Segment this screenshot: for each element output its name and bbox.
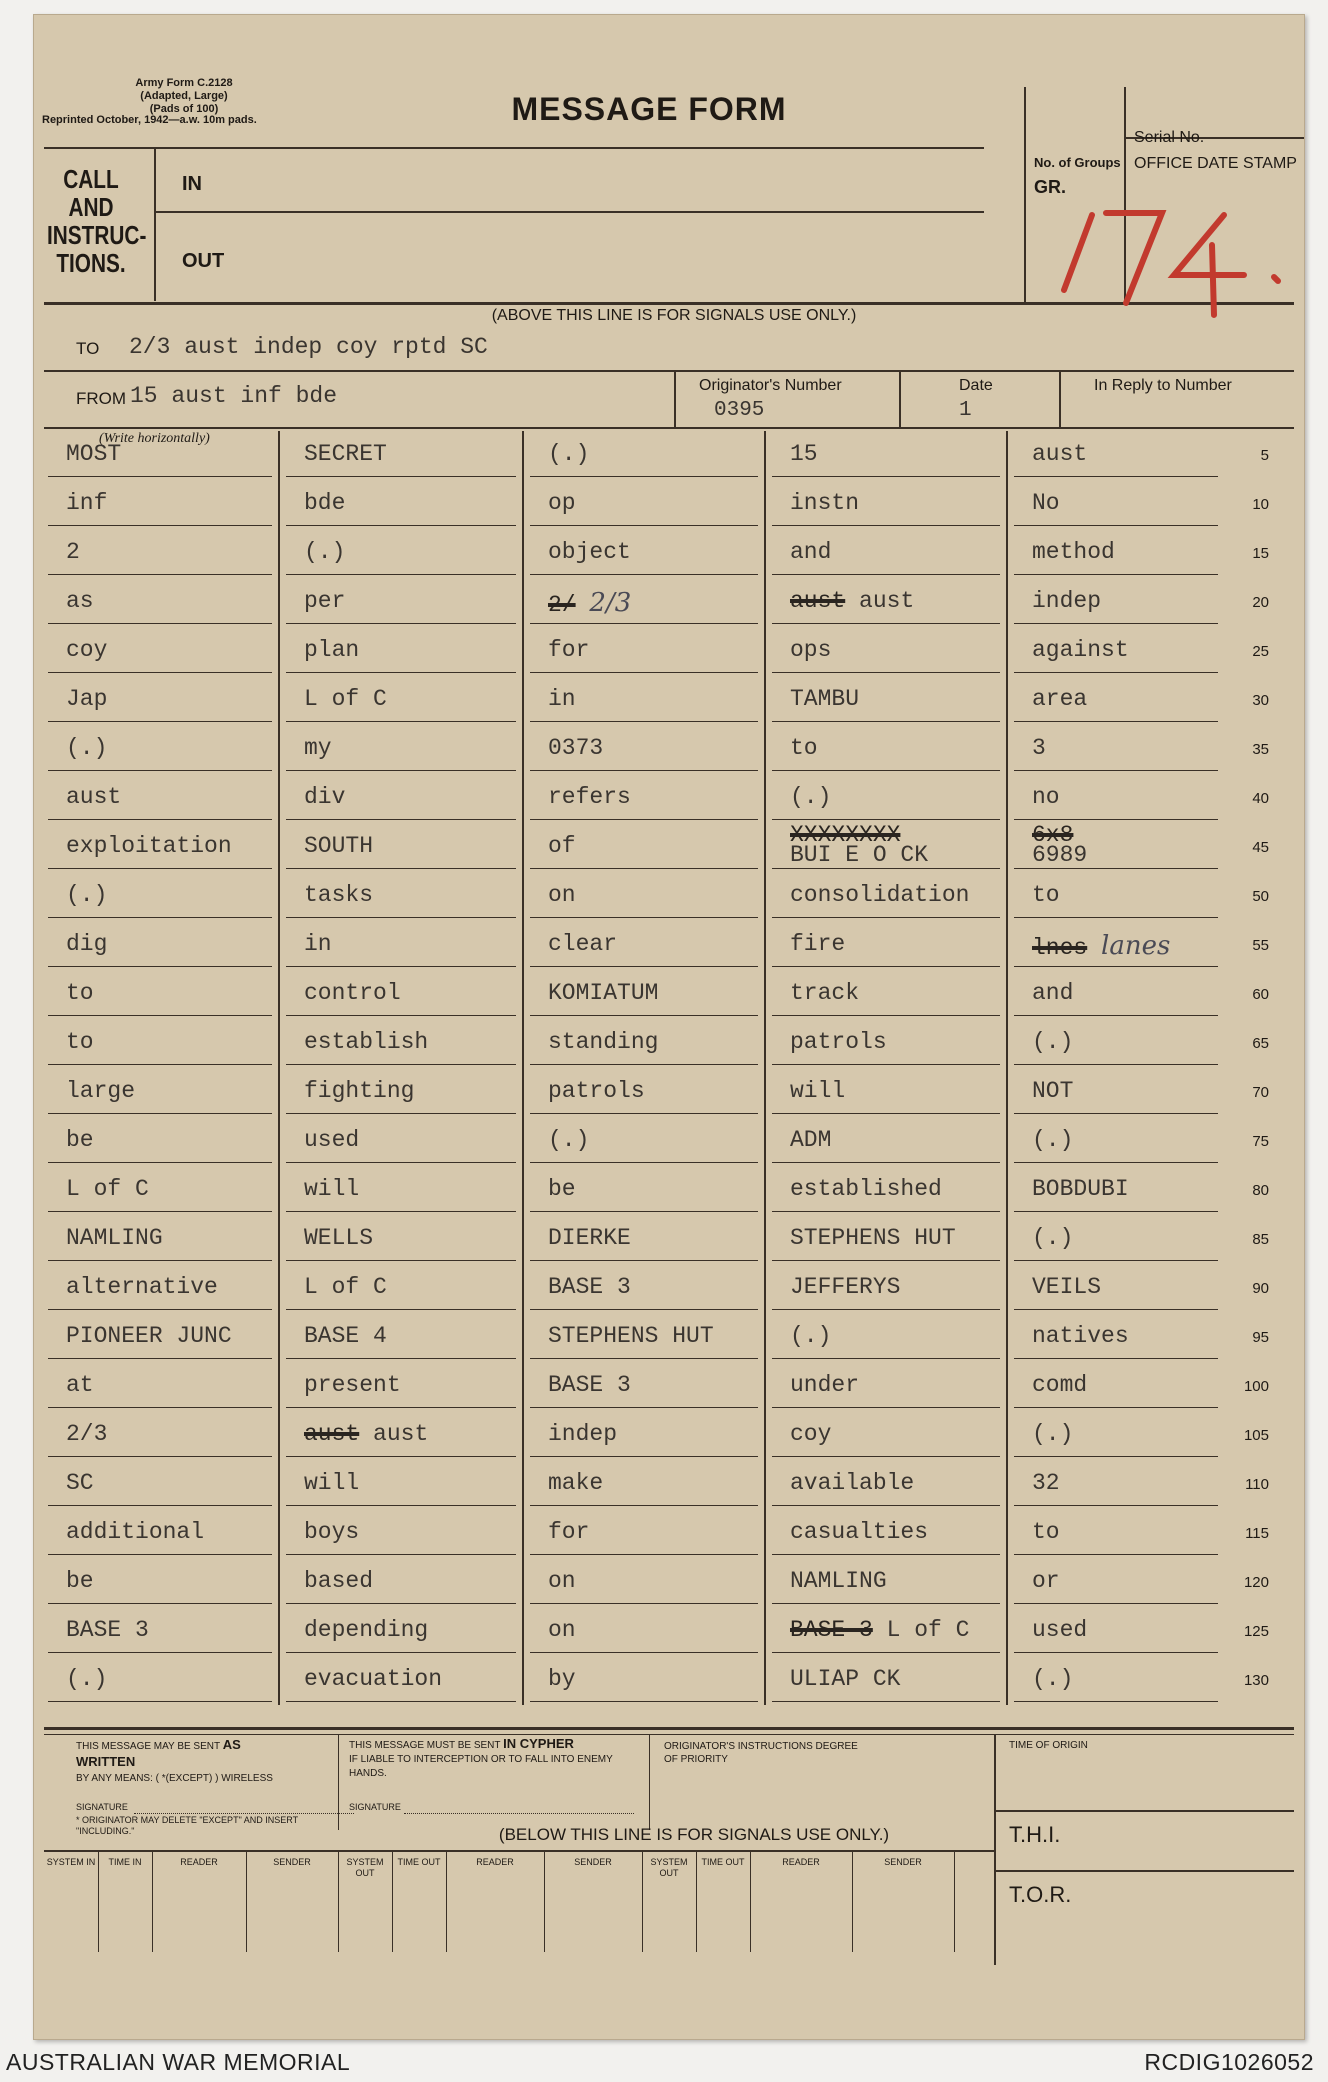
word-text: ops [790, 637, 832, 663]
as-written-note: THIS MESSAGE MAY BE SENT AS WRITTEN BY ANY MEANS: ( *(EXCEPT) ) WIRELESS [76, 1737, 273, 1784]
word-text: based [304, 1568, 374, 1594]
log-column-header: TIME OUT [701, 1857, 745, 1867]
word-text: L of C [304, 686, 387, 712]
word-count: 85 [1252, 1231, 1269, 1248]
word-text: casualties [790, 1519, 929, 1545]
word-text: DIERKE [548, 1225, 631, 1251]
originator-number-label: Originator's Number [699, 377, 842, 394]
word-text: (.) [548, 1127, 590, 1153]
word-count: 75 [1252, 1133, 1269, 1150]
log-column-header: SYSTEM OUT [346, 1857, 384, 1878]
office-date-stamp-label: OFFICE DATE STAMP [1134, 155, 1297, 172]
word-text: natives [1032, 1323, 1129, 1349]
struck-text: XXXXXXXX [790, 822, 901, 848]
word-text: plan [304, 637, 360, 663]
word-text: inf [66, 490, 108, 516]
log-column-header: SENDER [273, 1857, 311, 1867]
word-text: (.) [1032, 1666, 1074, 1692]
word-text: indep [1032, 588, 1102, 614]
word-text: in [304, 931, 332, 957]
word-text: L of C [886, 1617, 970, 1643]
word-text: STEPHENS HUT [790, 1225, 956, 1251]
word-text: establish [304, 1029, 429, 1055]
to-value: 2/3 aust indep coy rptd SC [129, 334, 488, 360]
word-text: (.) [66, 882, 108, 908]
word-text: object [548, 539, 631, 565]
word-text: aust [859, 588, 915, 614]
word-text: indep [548, 1421, 618, 1447]
word-text: NOT [1032, 1078, 1074, 1104]
word-text: BUI E O CK [790, 842, 929, 868]
word-text: to [66, 1029, 94, 1055]
word-text: TAMBU [790, 686, 860, 712]
log-column-header: READER [476, 1857, 514, 1867]
word-text: (.) [1032, 1029, 1074, 1055]
note-text: WIRELESS [221, 1773, 273, 1784]
note-text: IF LIABLE TO INTERCEPTION OR TO FALL INTO ENEMY HANDS. [349, 1754, 613, 1779]
word-text: lanes [1101, 931, 1171, 961]
word-text: KOMIATUM [548, 980, 659, 1006]
note-text: THIS MESSAGE MUST BE SENT [349, 1740, 501, 1751]
word-count: 25 [1252, 643, 1269, 660]
word-text: (.) [66, 735, 108, 761]
word-text: or [1032, 1568, 1060, 1594]
note-emph: AS WRITTEN [76, 1737, 241, 1769]
word-text: refers [548, 784, 631, 810]
word-text: and [790, 539, 832, 565]
word-count: 110 [1245, 1476, 1269, 1493]
word-text: BASE 4 [304, 1323, 387, 1349]
note-text: BY ANY MEANS: [76, 1773, 153, 1784]
word-text: will [304, 1470, 360, 1496]
struck-text: BASE 3 [790, 1617, 873, 1643]
word-text: WELLS [304, 1225, 374, 1251]
struck-text: 2/ [548, 592, 576, 618]
word-text: to [1032, 882, 1060, 908]
tor-label: T.O.R. [1009, 1882, 1072, 1907]
word-text: under [790, 1372, 860, 1398]
word-text: (.) [1032, 1225, 1074, 1251]
word-count: 120 [1243, 1574, 1269, 1591]
word-text: large [66, 1078, 136, 1104]
word-text: for [548, 1519, 590, 1545]
word-text: fighting [304, 1078, 415, 1104]
note-emph: IN CYPHER [503, 1736, 574, 1751]
word-text: VEILS [1032, 1274, 1102, 1300]
word-count: 90 [1252, 1280, 1269, 1297]
word-text: will [304, 1176, 360, 1202]
message-form-sheet [33, 14, 1305, 2040]
serial-label: Serial No. [1134, 129, 1205, 146]
groups-label: No. of Groups [1034, 155, 1121, 170]
word-text: clear [548, 931, 618, 957]
to-label: TO [76, 339, 100, 358]
word-text: BASE 3 [66, 1617, 149, 1643]
word-text: 15 [790, 441, 818, 467]
word-text: (.) [304, 539, 346, 565]
word-text: Jap [66, 686, 108, 712]
word-count: 30 [1252, 692, 1269, 709]
word-text: to [790, 735, 818, 761]
word-text: (.) [66, 1666, 108, 1692]
word-text: 2/3 [66, 1421, 108, 1447]
word-count: 60 [1252, 986, 1269, 1003]
in-reply-label: In Reply to Number [1094, 377, 1232, 394]
word-text: standing [548, 1029, 659, 1055]
call-label-line: TIONS. [56, 248, 126, 278]
form-title: MESSAGE FORM [511, 91, 787, 127]
word-text: aust [1032, 441, 1088, 467]
signals-bottom-note: (BELOW THIS LINE IS FOR SIGNALS USE ONLY.) [498, 1825, 890, 1844]
word-text: 32 [1032, 1470, 1060, 1496]
word-text: used [304, 1127, 360, 1153]
word-text: on [548, 882, 576, 908]
log-column-rule [954, 1852, 955, 1952]
word-text: (.) [790, 784, 832, 810]
struck-text: aust [790, 588, 846, 614]
word-count: 20 [1252, 594, 1269, 611]
out-label: OUT [182, 250, 225, 272]
word-text: as [66, 588, 94, 614]
word-text: ULIAP CK [790, 1666, 901, 1692]
form-id-line: (Pads of 100) [149, 103, 219, 115]
note-text: THIS MESSAGE MAY BE SENT [76, 1741, 220, 1752]
word-text: BOBDUBI [1032, 1176, 1129, 1202]
word-text: present [304, 1372, 401, 1398]
word-count: 50 [1252, 888, 1269, 905]
signals-top-note: (ABOVE THIS LINE IS FOR SIGNALS USE ONLY.) [491, 307, 857, 324]
log-column-header: TIME OUT [397, 1857, 441, 1867]
word-text: fire [790, 931, 846, 957]
word-text: BASE 3 [548, 1274, 631, 1300]
time-of-origin-label: TIME OF ORIGIN [1009, 1740, 1088, 1751]
word-text: for [548, 637, 590, 663]
log-column-header: TIME IN [108, 1857, 142, 1867]
word-count: 40 [1252, 790, 1269, 807]
word-text: patrols [790, 1029, 887, 1055]
word-count: 15 [1252, 545, 1269, 562]
except-note: *(EXCEPT) [161, 1773, 213, 1784]
word-count: 35 [1252, 741, 1269, 758]
word-text: No [1032, 490, 1060, 516]
word-text: L of C [66, 1176, 149, 1202]
date-value: 1 [959, 399, 972, 422]
word-text: STEPHENS HUT [548, 1323, 714, 1349]
word-text: control [304, 980, 401, 1006]
word-text: comd [1032, 1372, 1088, 1398]
originator-instructions: ORIGINATOR'S INSTRUCTIONS DEGREE OF PRIORITY [664, 1741, 858, 1765]
word-text: 0373 [548, 735, 604, 761]
date-label: Date [959, 377, 993, 394]
word-text: JEFFERYS [790, 1274, 901, 1300]
word-count: 105 [1243, 1427, 1269, 1444]
call-label-line: CALL [63, 164, 119, 194]
word-text: NAMLING [66, 1225, 163, 1251]
word-count: 65 [1252, 1035, 1269, 1052]
word-text: PIONEER JUNC [66, 1323, 232, 1349]
word-text: op [548, 490, 576, 516]
log-column-header: SENDER [884, 1857, 922, 1867]
form-id-line: Army Form C.2128 [135, 77, 233, 89]
word-text: 3 [1032, 735, 1046, 761]
call-label-line: INSTRUC- [47, 220, 147, 250]
word-text: 6989 [1032, 842, 1088, 868]
word-text: BASE 3 [548, 1372, 631, 1398]
word-text: track [790, 980, 860, 1006]
word-count: 55 [1252, 937, 1269, 954]
signature-label-left: SIGNATURE [76, 1802, 128, 1812]
word-text: in [548, 686, 576, 712]
word-text: exploitation [66, 833, 232, 859]
word-count: 70 [1252, 1084, 1269, 1101]
word-count: 45 [1252, 839, 1269, 856]
word-text: bde [304, 490, 346, 516]
word-text: (.) [1032, 1127, 1074, 1153]
gr-label: GR. [1034, 177, 1067, 197]
word-text: additional [66, 1519, 205, 1545]
word-text: area [1032, 686, 1088, 712]
call-label-line: AND [68, 192, 114, 222]
word-text: L of C [304, 1274, 387, 1300]
word-text: aust [66, 784, 122, 810]
log-column-header: READER [782, 1857, 820, 1867]
struck-text: 6x8 [1032, 822, 1074, 848]
word-text: NAMLING [790, 1568, 887, 1594]
word-text: (.) [790, 1323, 832, 1349]
word-text: dig [66, 931, 108, 957]
word-text: method [1032, 539, 1115, 565]
word-text: against [1032, 637, 1129, 663]
word-text: used [1032, 1617, 1088, 1643]
word-text: tasks [304, 882, 374, 908]
word-text: SOUTH [304, 833, 374, 859]
word-text: (.) [1032, 1421, 1074, 1447]
word-text: no [1032, 784, 1060, 810]
word-text: boys [304, 1519, 360, 1545]
in-label: IN [182, 173, 202, 195]
word-text: aust [373, 1421, 429, 1447]
word-text: be [66, 1127, 94, 1153]
word-text: per [304, 588, 346, 614]
struck-text: aust [304, 1421, 360, 1447]
word-text: depending [304, 1617, 429, 1643]
word-count: 115 [1245, 1525, 1269, 1542]
word-text: patrols [548, 1078, 645, 1104]
word-count: 5 [1260, 447, 1269, 464]
word-text: to [1032, 1519, 1060, 1545]
word-count: 130 [1243, 1672, 1269, 1689]
word-count: 125 [1243, 1623, 1269, 1640]
word-text: div [304, 784, 346, 810]
word-text: alternative [66, 1274, 218, 1300]
log-column-header: SENDER [574, 1857, 612, 1867]
word-text: SC [66, 1470, 94, 1496]
word-text: make [548, 1470, 604, 1496]
word-text: instn [790, 490, 860, 516]
from-value: 15 aust inf bde [130, 383, 338, 409]
word-count: 100 [1243, 1378, 1269, 1395]
word-count: 95 [1252, 1329, 1269, 1346]
word-count: 10 [1252, 496, 1269, 513]
credit-left: AUSTRALIAN WAR MEMORIAL [6, 2049, 351, 2075]
log-column-header: SYSTEM IN [46, 1857, 96, 1867]
word-text: on [548, 1568, 576, 1594]
delete-note: * ORIGINATOR MAY DELETE "EXCEPT" AND INSERT "INCLUDING." [76, 1815, 298, 1836]
word-text: coy [790, 1421, 832, 1447]
word-text: ADM [790, 1127, 832, 1153]
word-text: my [304, 735, 332, 761]
signals-log-columns [34, 15, 1304, 2039]
write-horizontally-hint: (Write horizontally) [99, 431, 210, 446]
word-text: at [66, 1372, 94, 1398]
word-text: (.) [548, 441, 590, 467]
originator-number-value: 0395 [714, 399, 765, 422]
credit-right: RCDIG1026052 [1144, 2049, 1314, 2075]
log-column-header: READER [180, 1857, 218, 1867]
signature-label-middle: SIGNATURE [349, 1802, 401, 1812]
word-text: be [66, 1568, 94, 1594]
word-text: 2/3 [589, 588, 632, 618]
from-label: FROM [76, 389, 127, 408]
word-count: 80 [1252, 1182, 1269, 1199]
word-text: SECRET [304, 441, 387, 467]
word-text: to [66, 980, 94, 1006]
word-text: of [548, 833, 576, 859]
thi-label: T.H.I. [1009, 1822, 1061, 1847]
log-column-header: SYSTEM OUT [650, 1857, 688, 1878]
word-text: available [790, 1470, 915, 1496]
word-text: on [548, 1617, 576, 1643]
word-text: by [548, 1666, 576, 1692]
struck-text: lnes [1032, 935, 1088, 961]
word-text: consolidation [790, 882, 970, 908]
word-text: evacuation [304, 1666, 443, 1692]
word-text: established [790, 1176, 942, 1202]
word-text: and [1032, 980, 1074, 1006]
word-text: 2 [66, 539, 80, 565]
word-text: coy [66, 637, 108, 663]
word-text: will [790, 1078, 846, 1104]
reprint-note: Reprinted October, 1942—a.w. 10m pads. [42, 114, 257, 126]
form-id-line: (Adapted, Large) [140, 90, 228, 102]
word-text: MOST [66, 441, 122, 467]
word-text: be [548, 1176, 576, 1202]
